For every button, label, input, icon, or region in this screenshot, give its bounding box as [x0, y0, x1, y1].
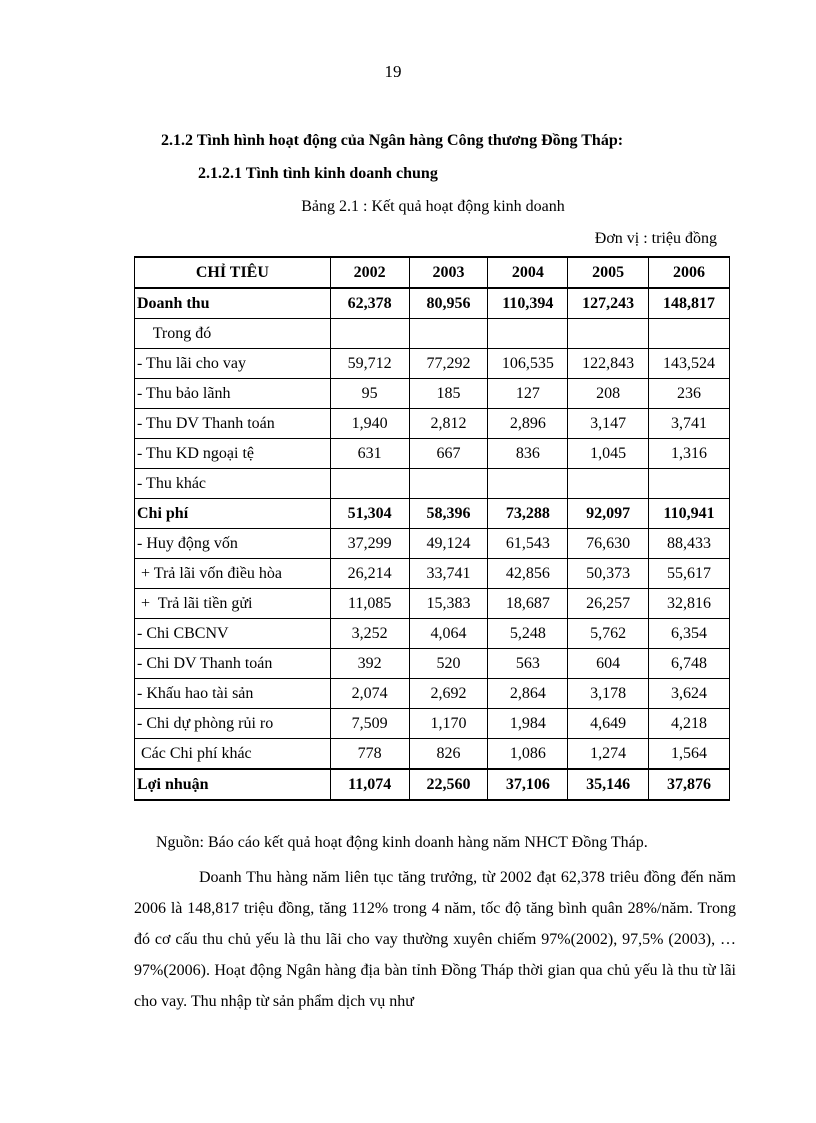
cell-value: 80,956 — [409, 288, 488, 319]
cell-value: 59,712 — [330, 349, 409, 379]
table-header-row — [135, 257, 730, 288]
table-row — [135, 649, 730, 679]
cell-value: 106,535 — [488, 349, 568, 379]
cell-value: 37,106 — [488, 769, 568, 800]
cell-value: 4,064 — [409, 619, 488, 649]
cell-value: 236 — [649, 379, 730, 409]
row-label: Lợi nhuận — [135, 769, 331, 800]
cell-value — [488, 319, 568, 349]
cell-value: 76,630 — [568, 529, 649, 559]
column-header: 2003 — [409, 257, 488, 288]
cell-value: 62,378 — [330, 288, 409, 319]
table-row — [135, 619, 730, 649]
cell-value: 4,218 — [649, 709, 730, 739]
cell-value: 33,741 — [409, 559, 488, 589]
source-note: Nguồn: Báo cáo kết quả hoạt động kinh doanh hàng năm NHCT Đồng Tháp. — [156, 834, 648, 851]
cell-value: 26,257 — [568, 589, 649, 619]
cell-value: 95 — [330, 379, 409, 409]
cell-value: 826 — [409, 739, 488, 770]
cell-value — [330, 469, 409, 499]
cell-value — [330, 319, 409, 349]
table-row — [135, 709, 730, 739]
table-row — [135, 469, 730, 499]
cell-value: 3,624 — [649, 679, 730, 709]
column-header: CHỈ TIÊU — [135, 257, 331, 288]
row-label: + Trả lãi tiền gửi — [135, 589, 331, 619]
row-label: - Thu bảo lãnh — [135, 379, 331, 409]
row-label: Chi phí — [135, 499, 331, 529]
page-number: 19 — [384, 62, 402, 81]
table-row — [135, 379, 730, 409]
cell-value: 11,085 — [330, 589, 409, 619]
table-row — [135, 769, 730, 800]
cell-value: 15,383 — [409, 589, 488, 619]
cell-value: 22,560 — [409, 769, 488, 800]
row-label: + Trả lãi vốn điều hòa — [135, 559, 331, 589]
cell-value: 836 — [488, 439, 568, 469]
cell-value: 1,564 — [649, 739, 730, 770]
cell-value: 5,248 — [488, 619, 568, 649]
row-label: Các Chi phí khác — [135, 739, 331, 770]
cell-value — [568, 469, 649, 499]
cell-value: 1,940 — [330, 409, 409, 439]
cell-value: 3,741 — [649, 409, 730, 439]
cell-value: 1,086 — [488, 739, 568, 770]
cell-value — [649, 469, 730, 499]
column-header: 2006 — [649, 257, 730, 288]
cell-value: 35,146 — [568, 769, 649, 800]
row-label: - Chi CBCNV — [135, 619, 331, 649]
cell-value: 127 — [488, 379, 568, 409]
table-body — [135, 288, 730, 800]
cell-value: 1,316 — [649, 439, 730, 469]
cell-value: 110,941 — [649, 499, 730, 529]
section-heading: 2.1.2 Tình hình hoạt động của Ngân hàng Công thương Đồng Tháp: — [161, 132, 624, 149]
cell-value: 6,354 — [649, 619, 730, 649]
cell-value: 2,896 — [488, 409, 568, 439]
cell-value: 122,843 — [568, 349, 649, 379]
cell-value: 667 — [409, 439, 488, 469]
cell-value: 58,396 — [409, 499, 488, 529]
cell-value: 37,299 — [330, 529, 409, 559]
table-row — [135, 439, 730, 469]
cell-value: 77,292 — [409, 349, 488, 379]
row-label: Trong đó — [135, 319, 331, 349]
cell-value: 2,074 — [330, 679, 409, 709]
row-label: - Huy động vốn — [135, 529, 331, 559]
cell-value: 42,856 — [488, 559, 568, 589]
cell-value: 127,243 — [568, 288, 649, 319]
cell-value: 2,692 — [409, 679, 488, 709]
column-header: 2005 — [568, 257, 649, 288]
cell-value: 1,045 — [568, 439, 649, 469]
cell-value: 61,543 — [488, 529, 568, 559]
row-label: - Khấu hao tài sản — [135, 679, 331, 709]
cell-value: 55,617 — [649, 559, 730, 589]
cell-value — [649, 319, 730, 349]
cell-value: 11,074 — [330, 769, 409, 800]
column-header: 2002 — [330, 257, 409, 288]
cell-value — [409, 469, 488, 499]
cell-value: 563 — [488, 649, 568, 679]
cell-value: 2,864 — [488, 679, 568, 709]
cell-value: 604 — [568, 649, 649, 679]
cell-value: 185 — [409, 379, 488, 409]
unit-note: Đơn vị : triệu đồng — [594, 230, 717, 247]
table-row — [135, 349, 730, 379]
row-label: - Thu KD ngoại tệ — [135, 439, 331, 469]
cell-value: 92,097 — [568, 499, 649, 529]
cell-value: 73,288 — [488, 499, 568, 529]
cell-value: 148,817 — [649, 288, 730, 319]
column-header: 2004 — [488, 257, 568, 288]
cell-value: 392 — [330, 649, 409, 679]
cell-value: 520 — [409, 649, 488, 679]
cell-value: 4,649 — [568, 709, 649, 739]
cell-value: 110,394 — [488, 288, 568, 319]
row-label: - Thu lãi cho vay — [135, 349, 331, 379]
cell-value: 6,748 — [649, 649, 730, 679]
cell-value: 88,433 — [649, 529, 730, 559]
cell-value: 778 — [330, 739, 409, 770]
table-row — [135, 409, 730, 439]
row-label: - Chi dự phòng rủi ro — [135, 709, 331, 739]
cell-value: 208 — [568, 379, 649, 409]
table-row — [135, 739, 730, 770]
table-row — [135, 499, 730, 529]
table-caption: Bảng 2.1 : Kết quả hoạt động kinh doanh — [301, 198, 565, 215]
row-label: Doanh thu — [135, 288, 331, 319]
table-row — [135, 559, 730, 589]
cell-value: 3,147 — [568, 409, 649, 439]
table-row — [135, 679, 730, 709]
cell-value: 32,816 — [649, 589, 730, 619]
cell-value: 631 — [330, 439, 409, 469]
business-results-table — [134, 256, 730, 801]
cell-value: 18,687 — [488, 589, 568, 619]
table-row — [135, 589, 730, 619]
table-row — [135, 319, 730, 349]
row-label: - Chi DV Thanh toán — [135, 649, 331, 679]
cell-value — [409, 319, 488, 349]
cell-value: 1,984 — [488, 709, 568, 739]
cell-value: 26,214 — [330, 559, 409, 589]
cell-value: 50,373 — [568, 559, 649, 589]
table-row — [135, 288, 730, 319]
cell-value: 3,252 — [330, 619, 409, 649]
body-paragraph — [134, 862, 736, 1017]
row-label: - Thu DV Thanh toán — [135, 409, 331, 439]
paragraph-text: Doanh Thu hàng năm liên tục tăng trưởng, từ 2002 đạt 62,378 triêu đồng đến năm 2006 là 148,817 triệu đồng, tăng 112% trong 4 năm, tốc độ tăng bình quân 28%/năm. Trong đó cơ cấu thu chủ yếu là thu lãi cho vay thường xuyên chiếm 97%(2002), 97,5% (2003), …97%(2006). Hoạt động Ngân hàng địa bàn tỉnh Đồng Tháp thời gian qua chủ yếu là thu từ lãi cho vay. Thu nhập từ sản phẩm dịch vụ như — [134, 869, 736, 1010]
row-label: - Thu khác — [135, 469, 331, 499]
cell-value: 143,524 — [649, 349, 730, 379]
cell-value — [488, 469, 568, 499]
subsection-heading: 2.1.2.1 Tình tình kinh doanh chung — [198, 165, 438, 182]
cell-value: 1,274 — [568, 739, 649, 770]
cell-value: 5,762 — [568, 619, 649, 649]
table-row — [135, 529, 730, 559]
cell-value: 1,170 — [409, 709, 488, 739]
cell-value — [568, 319, 649, 349]
cell-value: 2,812 — [409, 409, 488, 439]
cell-value: 7,509 — [330, 709, 409, 739]
cell-value: 51,304 — [330, 499, 409, 529]
cell-value: 37,876 — [649, 769, 730, 800]
cell-value: 3,178 — [568, 679, 649, 709]
cell-value: 49,124 — [409, 529, 488, 559]
